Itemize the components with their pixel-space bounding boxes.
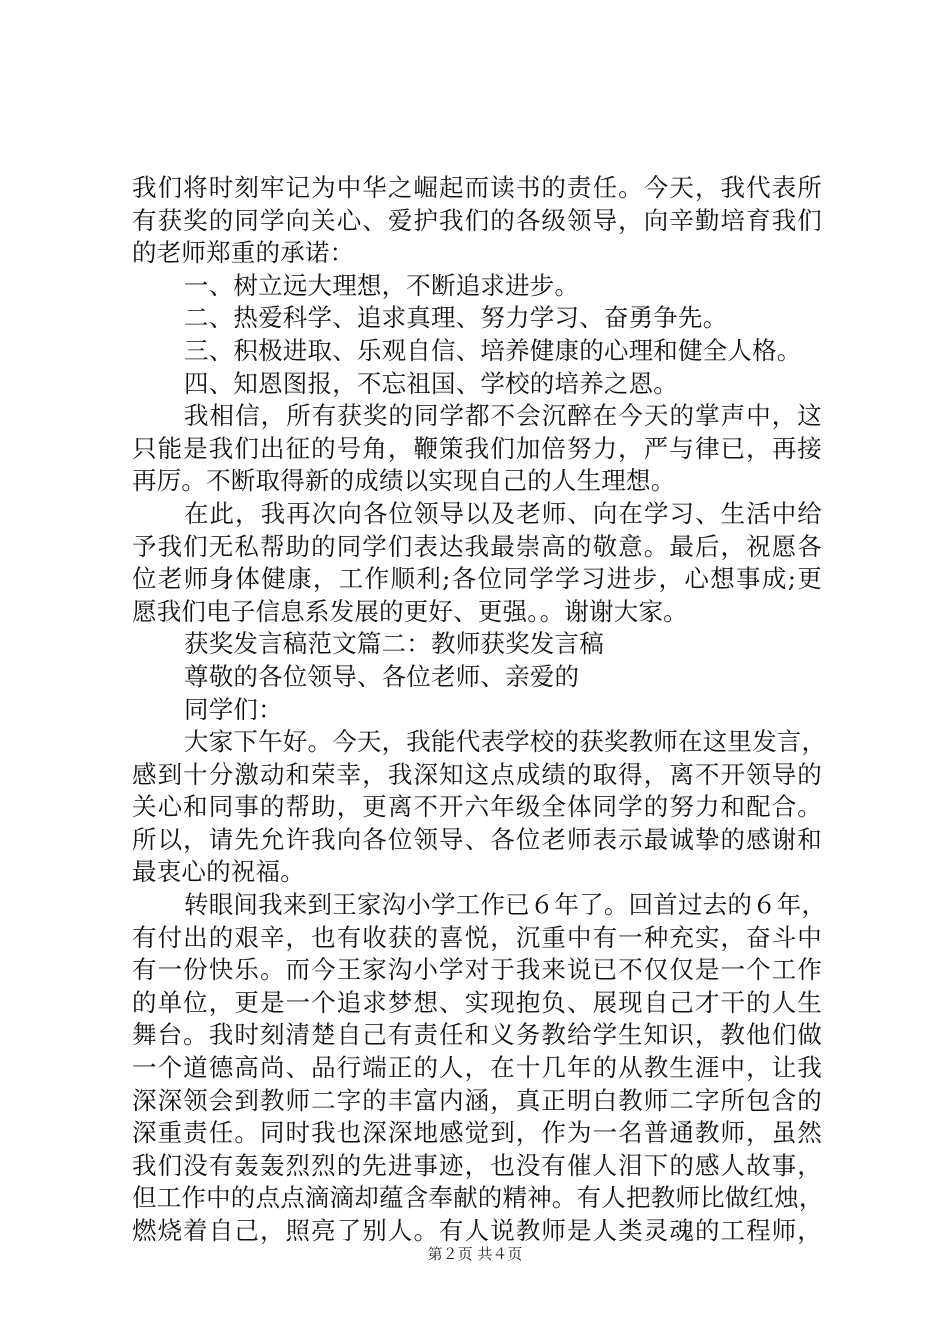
text-line: 再厉。不断取得新的成绩以实现自己的人生理想。 — [132, 466, 676, 496]
page-number-footer: 第２页 共４页 — [427, 1245, 523, 1263]
text-line: 一个道德高尚、品行端正的人，在十几年的从教生涯中，让我 — [132, 1053, 822, 1083]
text-line: 有付出的艰辛，也有收获的喜悦，沉重中有一种充实，奋斗中 — [132, 922, 822, 952]
text-line: 感到十分激动和荣幸，我深知这点成绩的取得，离不开领导的 — [132, 759, 822, 789]
text-line: 予我们无私帮助的同学们表达我最崇高的敬意。最后，祝愿各 — [132, 531, 822, 561]
text-line: 舞台。我时刻清楚自己有责任和义务教给学生知识，教他们做 — [132, 1020, 822, 1050]
text-line: 尊敬的各位领导、各位老师、亲爱的 — [184, 661, 580, 691]
text-line: 四、知恩图报，不忘祖国、学校的培养之恩。 — [184, 368, 678, 398]
text-line: 深重责任。同时我也深深地感觉到，作为一名普通教师，虽然 — [132, 1118, 822, 1148]
text-line: 三、积极进取、乐观自信、培养健康的心理和健全人格。 — [184, 335, 802, 365]
text-line: 二、热爱科学、追求真理、努力学习、奋勇争先。 — [184, 303, 728, 333]
text-line: 位老师身体健康，工作顺利;各位同学学习进步，心想事成;更 — [132, 564, 822, 594]
text-line: 一、树立远大理想，不断追求进步。 — [184, 270, 580, 300]
text-line: 关心和同事的帮助，更离不开六年级全体同学的努力和配合。 — [132, 792, 822, 822]
text-line: 在此，我再次向各位领导以及老师、向在学习、生活中给 — [184, 498, 822, 528]
text-line: 我相信，所有获奖的同学都不会沉醉在今天的掌声中，这 — [184, 401, 822, 431]
text-line: 的单位，更是一个追求梦想、实现抱负、展现自己才干的人生 — [132, 987, 822, 1017]
text-line: 最衷心的祝福。 — [132, 857, 305, 887]
section-heading: 获奖发言稿范文篇二：教师获奖发言稿 — [184, 629, 604, 659]
text-line: 深深领会到教师二字的丰富内涵，真正明白教师二字所包含的 — [132, 1085, 822, 1115]
text-line: 的老师郑重的承诺： — [132, 238, 355, 268]
text-line: 燃烧着自己，照亮了别人。有人说教师是人类灵魂的工程师， — [132, 1216, 822, 1245]
text-line: 但工作中的点点滴滴却蕴含奉献的精神。有人把教师比做红烛， — [132, 1183, 824, 1213]
text-line: 我们没有轰轰烈烈的先进事迹，也没有催人泪下的感人故事， — [132, 1150, 822, 1180]
text-line: 只能是我们出征的号角，鞭策我们加倍努力，严与律已，再接 — [132, 433, 822, 463]
document-body — [132, 172, 827, 1248]
text-line: 我们将时刻牢记为中华之崛起而读书的责任。今天，我代表所 — [132, 173, 822, 202]
text-line: 有一份快乐。而今王家沟小学对于我来说已不仅仅是一个工作 — [132, 955, 822, 985]
text-line: 所以，请先允许我向各位领导、各位老师表示最诚挚的感谢和 — [132, 824, 822, 854]
text-line: 大家下午好。今天，我能代表学校的获奖教师在这里发言， — [184, 727, 827, 757]
text-line: 同学们： — [184, 694, 283, 724]
text-line: 有获奖的同学向关心、爱护我们的各级领导，向辛勤培育我们 — [132, 205, 822, 235]
text-line: 转眼间我来到王家沟小学工作已６年了。回首过去的６年， — [184, 890, 827, 920]
text-line: 愿我们电子信息系发展的更好、更强。。谢谢大家。 — [132, 596, 688, 626]
